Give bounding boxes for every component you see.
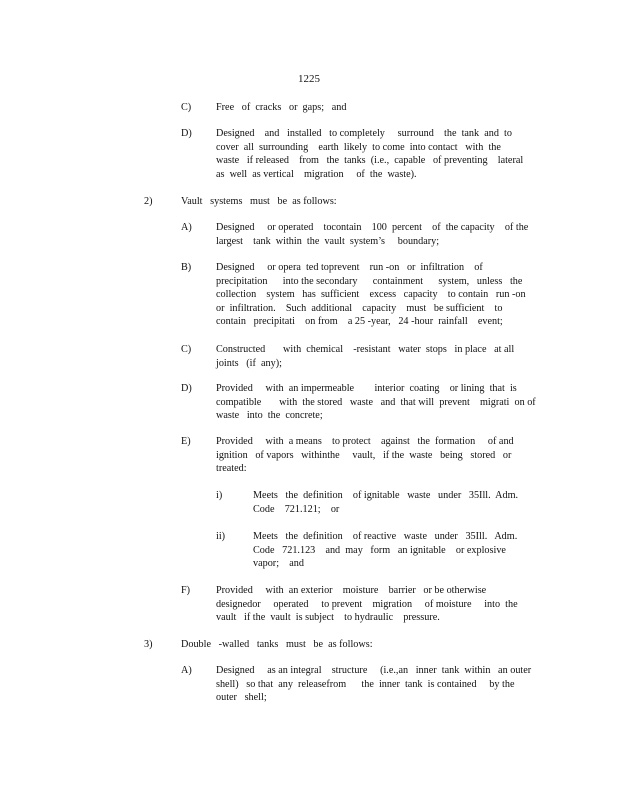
text-line: ignition of vapors withinthe vault, if the waste being stored or — [216, 449, 512, 461]
text-line: waste if released from the tanks (i.e., capable of preventing lateral — [216, 155, 524, 167]
text-line: Provided with a means to protect against the formation of and — [216, 436, 514, 447]
item-label: D) — [181, 128, 192, 139]
text-line: Code 721.121; or — [253, 503, 340, 515]
item-text — [216, 221, 528, 248]
subitem-label: ii) — [216, 531, 226, 542]
text-line: vault if the vault is subject to hydraulic pressure. — [216, 612, 440, 624]
item-label: E) — [181, 436, 191, 447]
item-text — [216, 261, 526, 329]
subitem-text — [253, 489, 518, 516]
text-line: vapor; and — [253, 558, 304, 570]
text-line: Constructed with chemical -resistant water stops in place at all — [216, 344, 515, 355]
item-text — [216, 435, 514, 476]
text-line: Free of cracks or gaps; and — [216, 102, 347, 113]
text-line: Designed as an integral structure (i.e.,an inner tank within an outer — [216, 665, 532, 676]
text-line: largest tank within the vault system’s boundary; — [216, 235, 440, 247]
text-line: Provided with an impermeable interior coating or lining that is — [216, 383, 517, 394]
item-label: B) — [181, 262, 192, 273]
text-line: Designed and installed to completely surround the tank and to — [216, 128, 512, 139]
section-heading — [181, 638, 373, 652]
text-line: shell) so that any releasefrom the inner tank is contained by the — [216, 678, 515, 690]
subitem-text — [253, 530, 517, 571]
text-line: outer shell; — [216, 692, 267, 704]
item-text — [216, 382, 536, 423]
text-line: compatible with the stored waste and that will prevent migrati on of — [216, 396, 536, 408]
item-label: F) — [181, 585, 191, 596]
section-number: 3) — [144, 639, 153, 650]
text-line: as well as vertical migration of the waste). — [216, 168, 417, 180]
text-line: cover all surrounding earth likely to come into contact with the — [216, 141, 501, 153]
page-number: 1225 — [298, 73, 320, 85]
item-label: A) — [181, 665, 192, 676]
text-line: joints (if any); — [216, 357, 282, 369]
text-line: Provided with an exterior moisture barrier or be otherwise — [216, 585, 487, 596]
text-line: contain precipitati on from a 25 -year, 24 -hour rainfall event; — [216, 316, 503, 328]
item-text — [216, 343, 514, 370]
text-line: precipitation into the secondary containment system, unless the — [216, 275, 523, 287]
text-line: Double -walled tanks must be as follows: — [181, 639, 373, 650]
text-line: collection system has sufficient excess capacity to contain run -on — [216, 289, 526, 301]
text-line: Designed or opera ted toprevent run -on or infiltration of — [216, 262, 483, 273]
text-line: Meets the definition of ignitable waste under 35Ill. Adm. — [253, 490, 519, 501]
item-label: C) — [181, 344, 192, 355]
item-text — [216, 127, 523, 181]
text-line: Meets the definition of reactive waste under 35Ill. Adm. — [253, 531, 518, 542]
text-line: or infiltration. Such additional capacity must be sufficient to — [216, 302, 503, 314]
text-line: Designed or operated tocontain 100 percent of the capacity of the — [216, 222, 529, 233]
text-line: treated: — [216, 463, 247, 475]
item-text — [216, 101, 346, 115]
item-label: D) — [181, 383, 192, 394]
text-line: designedor operated to prevent migration of moisture into the — [216, 598, 518, 610]
subitem-label: i) — [216, 490, 223, 501]
text-line: waste into the concrete; — [216, 410, 323, 422]
item-text — [216, 584, 518, 625]
item-label: A) — [181, 222, 192, 233]
text-line: Code 721.123 and may form an ignitable or explosive — [253, 544, 506, 556]
section-heading — [181, 195, 337, 209]
section-number: 2) — [144, 196, 153, 207]
item-text — [216, 664, 531, 705]
text-line: Vault systems must be as follows: — [181, 196, 337, 207]
item-label: C) — [181, 102, 192, 113]
